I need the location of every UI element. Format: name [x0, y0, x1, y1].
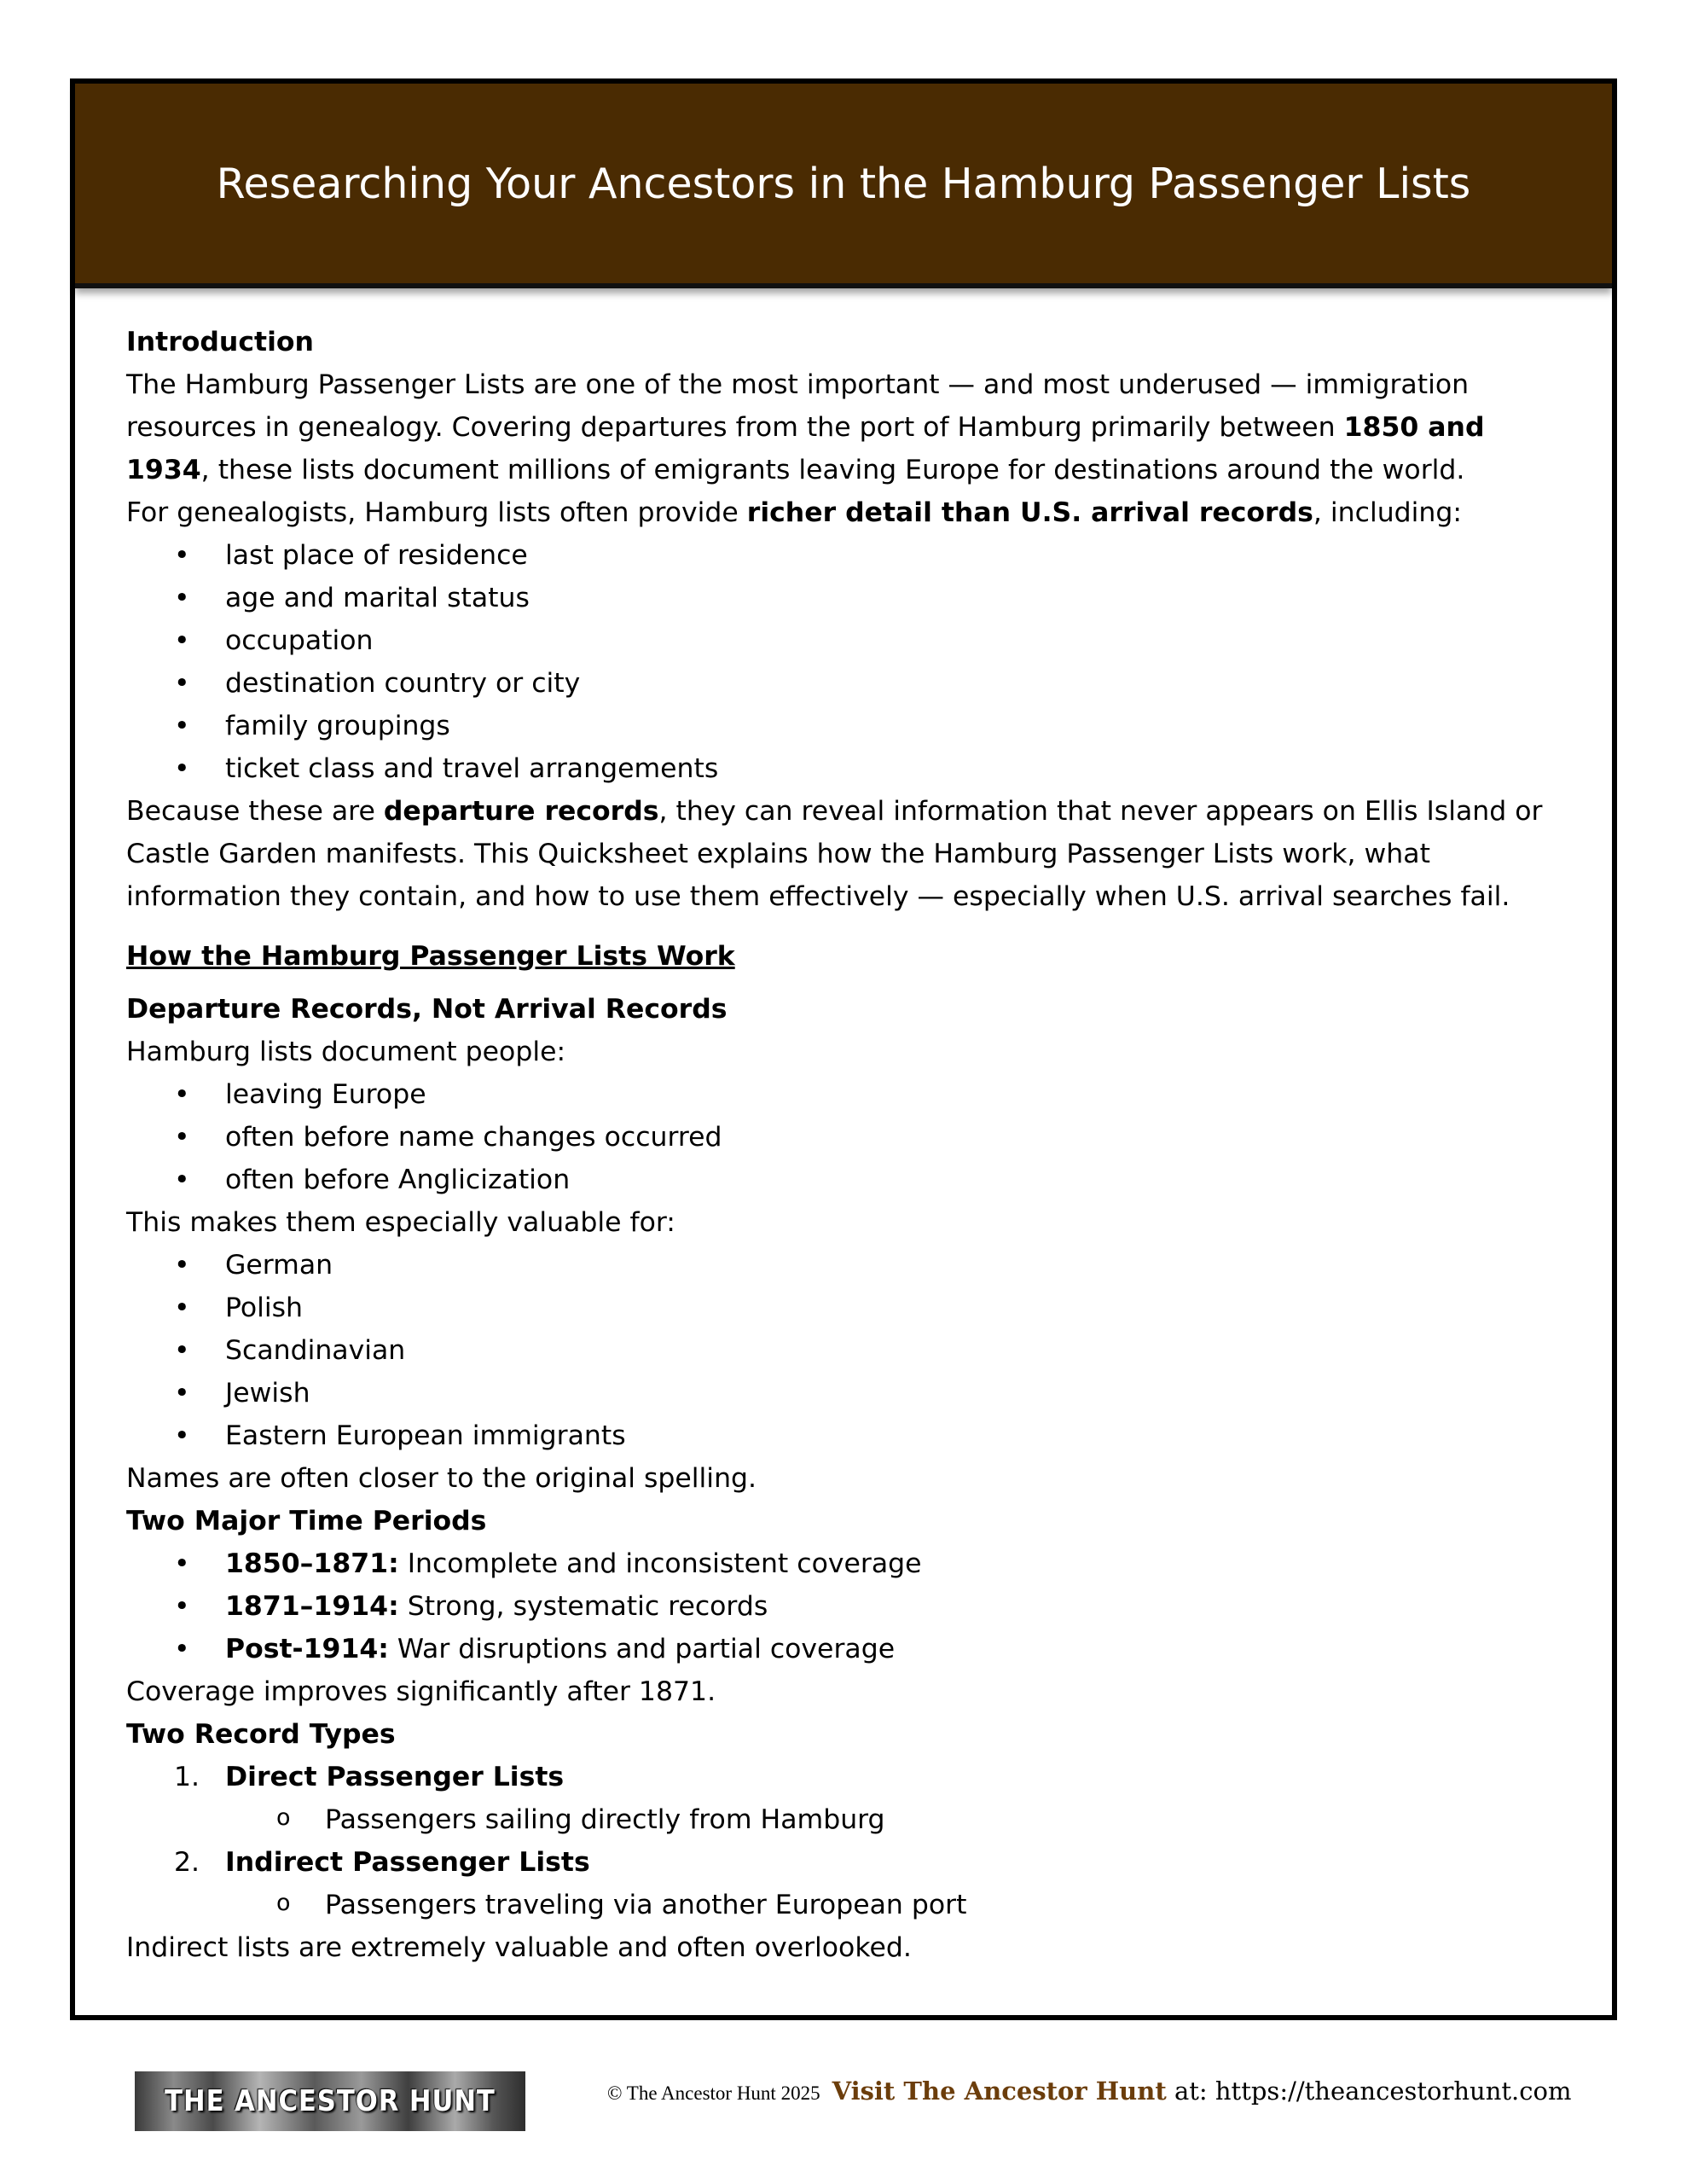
- logo-text: THE ANCESTOR HUNT: [165, 2084, 496, 2118]
- indirect-note: Indirect lists are extremely valuable and often overlooked.: [126, 1932, 912, 1963]
- record-types-list: [126, 1756, 1569, 1926]
- list-item: • last place of residence: [126, 534, 1569, 577]
- sub-list-item: o Passengers sailing directly from Hamburg: [126, 1798, 1569, 1841]
- names-note: Names are often closer to the original spelling.: [126, 1463, 757, 1494]
- list-item: • German: [126, 1244, 1569, 1287]
- intro-paragraph-2: For genealogists, Hamburg lists often provide richer detail than U.S. arrival records, including:: [126, 497, 1462, 528]
- section-heading-how: How the Hamburg Passenger Lists Work: [126, 941, 735, 972]
- title-banner: [75, 84, 1612, 288]
- list-item: • Polish: [126, 1287, 1569, 1329]
- list-item: • Scandinavian: [126, 1329, 1569, 1372]
- document-body: [126, 321, 1569, 1969]
- list-item: • family groupings: [126, 705, 1569, 747]
- list-item: • occupation: [126, 619, 1569, 662]
- coverage-note: Coverage improves significantly after 1871.: [126, 1676, 716, 1707]
- ancestor-hunt-logo: [135, 2071, 525, 2131]
- list-item: • ticket class and travel arrangements: [126, 747, 1569, 790]
- page-frame: [70, 78, 1617, 2020]
- record-types-subheading: Two Record Types: [126, 1719, 396, 1750]
- list-item: • destination country or city: [126, 662, 1569, 705]
- list-item: • often before Anglicization: [126, 1159, 1569, 1201]
- copyright-text: © The Ancestor Hunt 2025: [607, 2082, 820, 2104]
- list-item: • Jewish: [126, 1372, 1569, 1414]
- website-url[interactable]: at: https://theancestorhunt.com: [1166, 2077, 1572, 2106]
- list-item: • often before name changes occurred: [126, 1116, 1569, 1159]
- sub-list-item: o Passengers traveling via another European port: [126, 1884, 1569, 1926]
- list-item: 1. Direct Passenger Lists: [174, 1762, 565, 1792]
- intro-paragraph-1: The Hamburg Passenger Lists are one of the most important — and most underused — immigration resources in genealogy. Covering departures from the port of Hamburg primarily between 1850 and 1934, these lists document millions of emigrants leaving Europe for destinations around the world.: [126, 369, 1485, 485]
- valuable-lead: This makes them especially valuable for:: [126, 1207, 675, 1238]
- list-item: • 1871–1914: Strong, systematic records: [126, 1585, 1569, 1628]
- departure-subheading: Departure Records, Not Arrival Records: [126, 994, 728, 1025]
- immigrant-groups-list: [126, 1244, 1569, 1457]
- departure-list: [126, 1073, 1569, 1201]
- list-item: • Eastern European immigrants: [126, 1414, 1569, 1457]
- visit-link[interactable]: Visit The Ancestor Hunt: [832, 2077, 1167, 2106]
- list-item: 2. Indirect Passenger Lists: [174, 1847, 590, 1878]
- list-item: • Post-1914: War disruptions and partial coverage: [126, 1628, 1569, 1670]
- intro-detail-list: [126, 534, 1569, 790]
- intro-paragraph-3: Because these are departure records, they can reveal information that never appears on Ellis Island or Castle Garden manifests. This Quicksheet explains how the Hamburg Passenger Lists work, what information they contain, and how to use them effectively — especially when U.S. arrival searches fail.: [126, 796, 1543, 912]
- page-title: Researching Your Ancestors in the Hamburg Passenger Lists: [216, 159, 1471, 208]
- footer-text: [607, 2077, 1571, 2106]
- list-item: • age and marital status: [126, 577, 1569, 619]
- periods-subheading: Two Major Time Periods: [126, 1506, 487, 1536]
- list-item: • 1850–1871: Incomplete and inconsistent coverage: [126, 1542, 1569, 1585]
- list-item: • leaving Europe: [126, 1073, 1569, 1116]
- time-periods-list: [126, 1542, 1569, 1670]
- page-footer: [0, 2065, 1687, 2133]
- intro-heading: Introduction: [126, 327, 314, 357]
- departure-lead: Hamburg lists document people:: [126, 1037, 566, 1067]
